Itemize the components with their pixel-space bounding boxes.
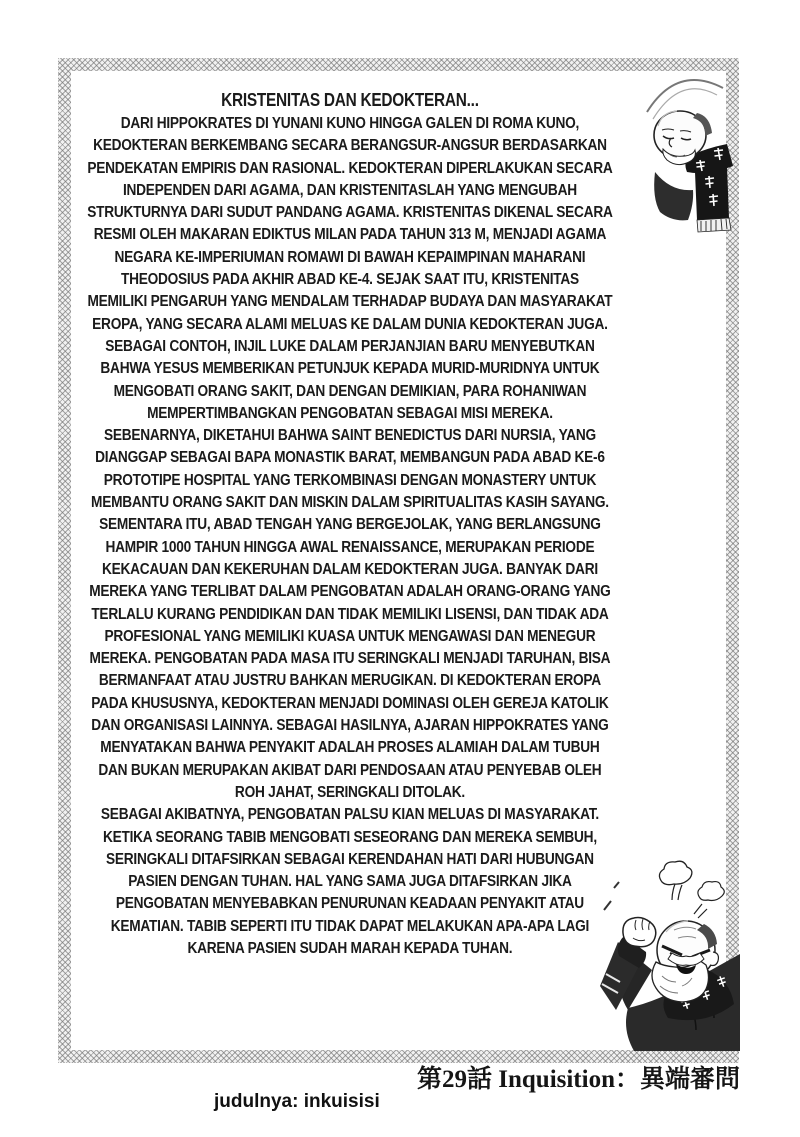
article-line: PROTOTIPE HOSPITAL YANG TERKOMBINASI DENGAN MONASTERY UNTUK [103,471,597,489]
article-line: SEBENARNYA, DIKETAHUI BAHWA SAINT BENEDICTUS DARI NURSIA, YANG [103,427,596,445]
motion-arc-icon [647,80,723,112]
article-text-block [76,88,624,960]
article-line: SEBAGAI CONTOH, INJIL LUKE DALAM PERJANJIAN BARU MENYEBUTKAN [105,337,595,355]
article-line: BERMANFAAT ATAU JUSTRU BAHKAN MERUGIKAN. DI KEDOKTERAN EROPA [98,672,601,690]
article-line: MENGOBATI ORANG SAKIT, DAN DENGAN DEMIKIAN, PARA ROHANIWAN [113,382,587,400]
article-line: DIANGGAP SEBAGAI BAPA MONASTIK BARAT, MEMBANGUN PADA ABAD KE-6 [95,449,605,467]
steam-puff-icon [659,861,691,884]
article-line: SEMENTARA ITU, ABAD TENGAH YANG BERGEJOLAK, YANG BERLANGSUNG [99,516,601,534]
article-line: DAN ORGANISASI LAINNYA. SEBAGAI HASILNYA, AJARAN HIPPOKRATES YANG [91,717,609,735]
article-body [76,113,624,960]
article-line: MEREKA. PENGOBATAN PADA MASA ITU SERINGKALI MENJADI TARUHAN, BISA [89,650,611,668]
priest-bowing-illustration [643,72,740,244]
article-line: STRUKTURNYA DARI SUDUT PANDANG AGAMA. KRISTENITAS DIKENAL SECARA [87,204,613,222]
article-line: NEGARA KE-IMPERIUMAN ROMAWI DI BAWAH KEPAIMPINAN MAHARANI [114,248,586,266]
article-line: DAN BUKAN MERUPAKAN AKIBAT DARI PENDOSAAN ATAU PENYEBAB OLEH [98,761,602,779]
article-line: INDEPENDEN DARI AGAMA, DAN KRISTENITASLAH YANG MENGUBAH [122,181,577,199]
article-line: KARENA PASIEN SUDAH MARAH KEPADA TUHAN. [187,939,513,957]
article-line: MEMILIKI PENGARUH YANG MENDALAM TERHADAP BUDAYA DAN MASYARAKAT [87,293,613,311]
article-line: PASIEN DENGAN TUHAN. HAL YANG SAMA JUGA DITAFSIRKAN JIKA [128,873,572,891]
article-line: MEREKA YANG TERLIBAT DALAM PENGOBATAN ADALAH ORANG-ORANG YANG [89,583,611,601]
article-line: PENGOBATAN MENYEBABKAN PENURUNAN KEADAAN PENYAKIT ATAU [115,895,584,913]
article-line: MEMBANTU ORANG SAKIT DAN MISKIN DALAM SPIRITUALITAS KASIH SAYANG. [91,494,609,512]
emphasis-dashes [604,882,619,910]
article-line: HAMPIR 1000 TAHUN HINGGA AWAL RENAISSANCE, MERUPAKAN PERIODE [105,538,595,556]
chapter-title: 第29話 Inquisition：異端審問 [417,1066,740,1093]
article-line: KEDOKTERAN BERKEMBANG SECARA BERANGSUR-ANGSUR BERDASARKAN [93,137,607,155]
raised-fist-icon [623,918,656,947]
article-line: KEMATIAN. TABIB SEPERTI ITU TIDAK DAPAT MELAKUKAN APA-APA LAGI [110,917,590,935]
article-line: KETIKA SEORANG TABIB MENGOBATI SESEORANG DAN MEREKA SEMBUH, [102,828,597,846]
article-line: SEBAGAI AKIBATNYA, PENGOBATAN PALSU KIAN MELUAS DI MASYARAKAT. [100,806,599,824]
article-line: SERINGKALI DITAFSIRKAN SEBAGAI KERENDAHAN HATI DARI HUBUNGAN [106,850,594,868]
steam-puff-icon [698,882,724,901]
translator-note: judulnya: inkuisisi [214,1091,380,1112]
article-line: ROH JAHAT, SERINGKALI DITOLAK. [234,783,465,801]
article-line: TERLALU KURANG PENDIDIKAN DAN TIDAK MEMILIKI LISENSI, DAN TIDAK ADA [91,605,609,623]
article-line: EROPA, YANG SECARA ALAMI MELUAS KE DALAM DUNIA KEDOKTERAN JUGA. [92,315,608,333]
angry-elder-illustration [600,858,740,1051]
article-line: PADA KHUSUSNYA, KEDOKTERAN MENJADI DOMINASI OLEH GEREJA KATOLIK [91,694,609,712]
article-line: PENDEKATAN EMPIRIS DAN RASIONAL. KEDOKTERAN DIPERLAKUKAN SECARA [87,159,613,177]
article-line: PROFESIONAL YANG MEMILIKI KUASA UNTUK MENGAWASI DAN MENEGUR [104,627,596,645]
article-title: KRISTENITAS DAN KEDOKTERAN... [221,90,479,110]
article-line: RESMI OLEH MAKARAN EDIKTUS MILAN PADA TAHUN 313 M, MENJADI AGAMA [93,226,607,244]
article-line: MENYATAKAN BAHWA PENYAKIT ADALAH PROSES ALAMIAH DALAM TUBUH [100,739,600,757]
article-line: THEODOSIUS PADA AKHIR ABAD KE-4. SEJAK SAAT ITU, KRISTENITAS [120,271,579,289]
article-line: MEMPERTIMBANGKAN PENGOBATAN SEBAGAI MISI MEREKA. [147,404,553,422]
article-line: BAHWA YESUS MEMBERIKAN PETUNJUK KEPADA MURID-MURIDNYA UNTUK [100,360,600,378]
article-line: DARI HIPPOKRATES DI YUNANI KUNO HINGGA GALEN DI ROMA KUNO, [120,115,580,132]
article-line: KEKACAUAN DAN KEKERUHAN DALAM KEDOKTERAN JUGA. BANYAK DARI [101,560,598,578]
